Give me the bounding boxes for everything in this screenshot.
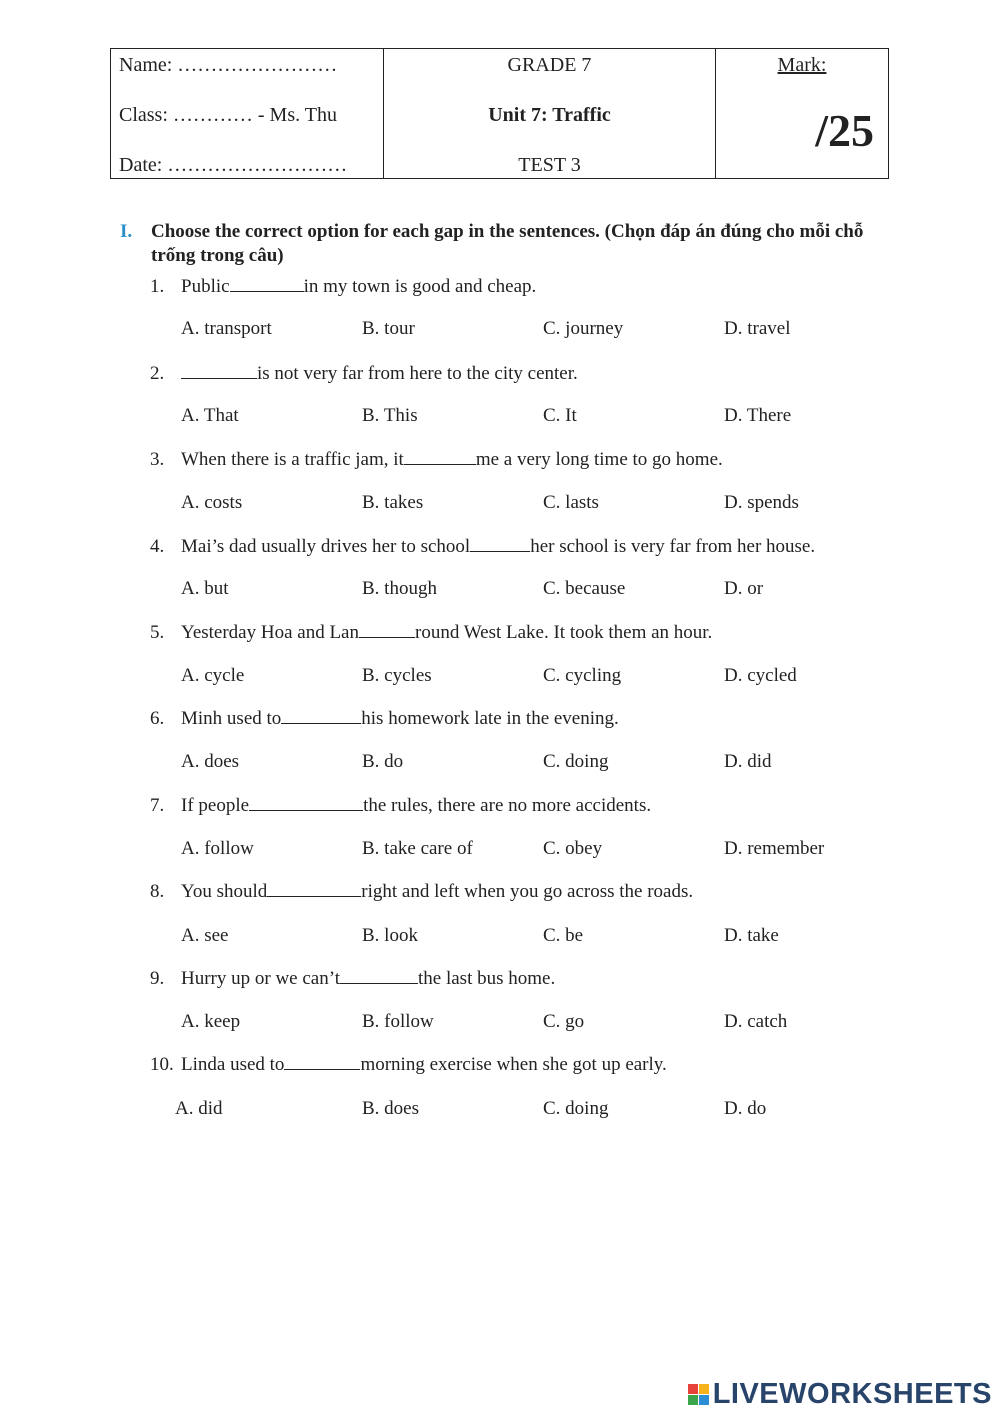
question-text-before: Linda used to <box>181 1054 285 1075</box>
class-field: Class: ………… - Ms. Thu <box>119 104 337 126</box>
option-c[interactable]: C. doing <box>543 751 609 772</box>
test-label: TEST 3 <box>518 154 581 176</box>
question-text-before: Mai’s dad usually drives her to school <box>181 536 471 557</box>
option-d[interactable]: D. catch <box>724 1011 788 1032</box>
option-c[interactable]: C. go <box>543 1011 585 1032</box>
answer-blank[interactable] <box>267 880 361 897</box>
option-c[interactable]: C. obey <box>543 838 603 859</box>
question-number: 5. <box>150 622 165 643</box>
question-text-before: Public <box>181 276 230 297</box>
question-text-after: in my town is good and cheap. <box>303 276 537 297</box>
option-a[interactable]: A. follow <box>181 838 254 859</box>
question-text-after: is not very far from here to the city center. <box>257 363 578 384</box>
options-row <box>0 924 1000 948</box>
section-heading <box>120 220 880 268</box>
liveworksheets-logo <box>688 1378 992 1411</box>
option-d[interactable]: D. remember <box>724 838 825 859</box>
question <box>150 448 723 472</box>
question <box>150 880 693 904</box>
question <box>150 967 555 991</box>
question <box>150 794 651 818</box>
answer-blank[interactable] <box>181 362 257 379</box>
question-number: 4. <box>150 536 165 557</box>
answer-blank[interactable] <box>404 448 476 465</box>
question-text-after: his homework late in the evening. <box>361 708 619 729</box>
option-c[interactable]: C. It <box>543 405 577 426</box>
options-row <box>0 317 1000 341</box>
logo-text: LIVEWORKSHEETS <box>712 1378 992 1410</box>
mark-label: Mark: <box>777 54 827 76</box>
option-a[interactable]: A. but <box>181 578 229 599</box>
question-number: 6. <box>150 708 165 729</box>
option-d[interactable]: D. did <box>724 751 772 772</box>
option-b[interactable]: B. do <box>362 751 404 772</box>
option-d[interactable]: D. There <box>724 405 792 426</box>
options-row <box>0 577 1000 601</box>
option-a[interactable]: A. costs <box>181 492 243 513</box>
test-info-cell <box>383 49 715 178</box>
option-c[interactable]: C. be <box>543 925 584 946</box>
question-text-after: round West Lake. It took them an hour. <box>415 622 713 643</box>
options-row <box>0 1010 1000 1034</box>
question <box>150 362 578 386</box>
option-b[interactable]: B. cycles <box>362 665 432 686</box>
answer-blank[interactable] <box>230 275 304 292</box>
question-text-before: Hurry up or we can’t <box>181 968 340 989</box>
options-row <box>0 1097 1000 1121</box>
student-info-cell <box>111 49 383 178</box>
logo-blocks-icon <box>688 1384 709 1405</box>
option-a[interactable]: A. transport <box>181 318 272 339</box>
question <box>150 1053 667 1077</box>
question-text-after: morning exercise when she got up early. <box>360 1054 667 1075</box>
option-b[interactable]: B. This <box>362 405 418 426</box>
option-c[interactable]: C. journey <box>543 318 624 339</box>
option-a[interactable]: A. cycle <box>181 665 245 686</box>
date-field: Date: ……………………… <box>119 154 348 176</box>
answer-blank[interactable] <box>359 621 415 638</box>
option-c[interactable]: C. because <box>543 578 626 599</box>
option-a[interactable]: A. That <box>181 405 239 426</box>
question-number: 7. <box>150 795 165 816</box>
question <box>150 535 815 559</box>
question <box>150 707 619 731</box>
question-text-before: When there is a traffic jam, it <box>181 449 404 470</box>
header-table <box>110 48 889 179</box>
question <box>150 621 712 645</box>
section-instruction: Choose the correct option for each gap in the sentences. (Chọn đáp án đúng cho mỗi chỗ trống trong câu) <box>151 221 864 266</box>
unit-title: Unit 7: Traffic <box>488 104 611 126</box>
option-d[interactable]: D. take <box>724 925 779 946</box>
question-number: 10. <box>150 1054 174 1075</box>
option-d[interactable]: D. do <box>724 1098 767 1119</box>
option-b[interactable]: B. takes <box>362 492 424 513</box>
answer-blank[interactable] <box>281 707 361 724</box>
options-row <box>0 750 1000 774</box>
question-text-before: If people <box>181 795 250 816</box>
options-row <box>0 664 1000 688</box>
option-d[interactable]: D. or <box>724 578 764 599</box>
option-d[interactable]: D. spends <box>724 492 799 513</box>
option-b[interactable]: B. follow <box>362 1011 434 1032</box>
option-d[interactable]: D. cycled <box>724 665 797 686</box>
question-text-after: me a very long time to go home. <box>475 449 723 470</box>
options-row <box>0 491 1000 515</box>
option-b[interactable]: B. take care of <box>362 838 473 859</box>
answer-blank[interactable] <box>284 1053 360 1070</box>
option-b[interactable]: B. look <box>362 925 418 946</box>
question-text-after: the last bus home. <box>418 968 556 989</box>
question-text-after: the rules, there are no more accidents. <box>363 795 652 816</box>
grade-label: GRADE 7 <box>507 54 592 76</box>
question-number: 9. <box>150 968 165 989</box>
option-b[interactable]: B. though <box>362 578 437 599</box>
section-number: I. <box>120 221 133 242</box>
option-a[interactable]: A. did <box>175 1098 223 1119</box>
option-b[interactable]: B. tour <box>362 318 415 339</box>
question-text-after: right and left when you go across the roads. <box>361 881 694 902</box>
option-a[interactable]: A. see <box>181 925 229 946</box>
question-number: 1. <box>150 276 165 297</box>
mark-cell <box>715 49 888 178</box>
options-row <box>0 837 1000 861</box>
option-a[interactable]: A. keep <box>181 1011 241 1032</box>
question-text-before: Minh used to <box>181 708 282 729</box>
answer-blank[interactable] <box>470 535 530 552</box>
mark-total: /25 <box>815 105 874 156</box>
option-b[interactable]: B. does <box>362 1098 419 1119</box>
question-text-after: her school is very far from her house. <box>530 536 816 557</box>
question-number: 3. <box>150 449 165 470</box>
option-c[interactable]: C. cycling <box>543 665 622 686</box>
option-d[interactable]: D. travel <box>724 318 791 339</box>
name-field: Name: …………………… <box>119 54 338 76</box>
option-c[interactable]: C. doing <box>543 1098 609 1119</box>
answer-blank[interactable] <box>249 794 363 811</box>
option-a[interactable]: A. does <box>181 751 240 772</box>
question-number: 8. <box>150 881 165 902</box>
option-c[interactable]: C. lasts <box>543 492 599 513</box>
question-text-before: You should <box>181 881 268 902</box>
question-text-before: Yesterday Hoa and Lan <box>181 622 359 643</box>
question <box>150 275 536 299</box>
question-number: 2. <box>150 363 165 384</box>
answer-blank[interactable] <box>340 967 418 984</box>
options-row <box>0 404 1000 428</box>
